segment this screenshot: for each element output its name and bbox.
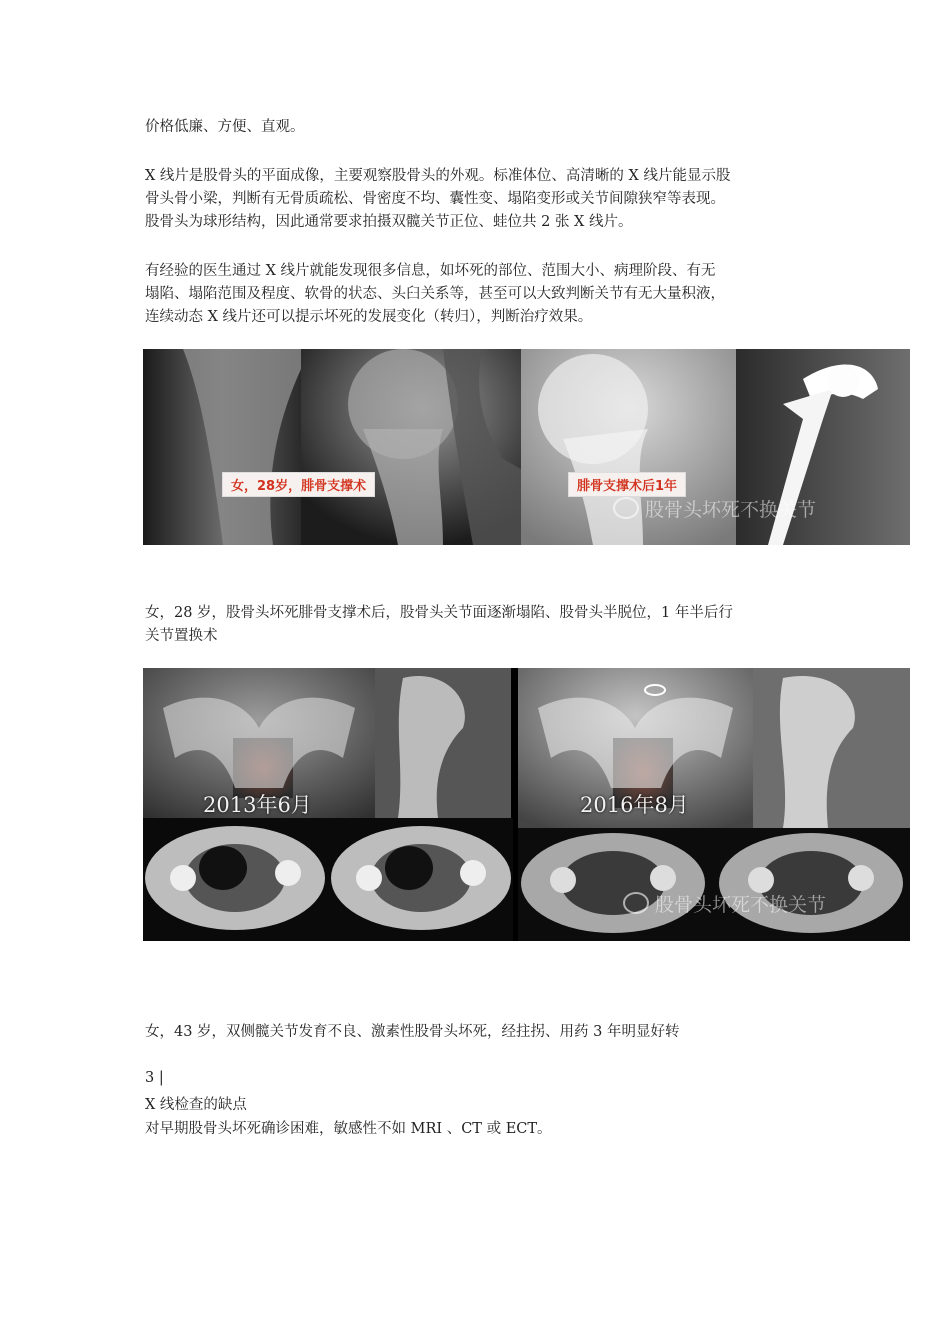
text-line: 有经验的医生通过 X 线片就能发现很多信息，如坏死的部位、范围大小、病理阶段、有无 <box>145 263 716 279</box>
section-number <box>145 1067 813 1090</box>
text-line: 连续动态 X 线片还可以提示坏死的发展变化（转归），判断治疗效果。 <box>145 309 593 325</box>
paragraph-case2 <box>145 1021 813 1044</box>
text-line: 女，43 岁，双侧髋关节发育不良、激素性股骨头坏死，经拄拐、用药 3 年明显好转 <box>145 1024 680 1040</box>
figure2-date-right: 2016年8月 <box>580 793 689 817</box>
text-line: 女，28 岁，股骨头坏死腓骨支撑术后，股骨头关节面逐渐塌陷、股骨头半脱位，1 年半后行 <box>145 605 733 621</box>
figure1-watermark: 股骨头坏死不换关节 <box>613 495 816 522</box>
text-line: 价格低廉、方便、直观。 <box>145 119 305 135</box>
text-line: 3 | <box>145 1070 164 1086</box>
text-line: 塌陷、塌陷范围及程度、软骨的状态、头臼关系等，甚至可以大致判断关节有无大量积液， <box>145 286 725 302</box>
wechat-icon <box>623 892 649 914</box>
paragraph-xray-info <box>145 260 813 329</box>
figure1-caption-right: 腓骨支撑术后1年 <box>568 472 686 497</box>
text-line: 对早期股骨头坏死确诊困难，敏感性不如 MRI 、CT 或 ECT。 <box>145 1121 552 1137</box>
figure2-watermark: 股骨头坏死不换关节 <box>623 890 826 917</box>
text-line: 关节置换术 <box>145 628 218 644</box>
text-line: X 线片是股骨头的平面成像，主要观察股骨头的外观。标准体位、高清晰的 X 线片能显示股 <box>145 168 731 184</box>
text-line: 骨头骨小梁，判断有无骨质疏松、骨密度不均、囊性变、塌陷变形或关节间隙狭窄等表现。 <box>145 191 725 207</box>
figure1-caption-left: 女，28岁，腓骨支撑术 <box>222 472 375 497</box>
text-line: 股骨头为球形结构，因此通常要求拍摄双髋关节正位、蛙位共 2 张 X 线片。 <box>145 214 633 230</box>
paragraph-drawbacks <box>145 1118 813 1141</box>
paragraph-xray-intro <box>145 165 813 234</box>
figure2-date-left: 2013年6月 <box>203 793 312 817</box>
paragraph-case1 <box>145 602 813 648</box>
xray-mri-figure-2 <box>143 668 910 941</box>
paragraph-cost <box>145 116 813 139</box>
wechat-icon <box>613 497 639 519</box>
xray-figure-1 <box>143 349 910 545</box>
text-line: X 线检查的缺点 <box>145 1097 247 1113</box>
section-heading <box>145 1094 813 1117</box>
